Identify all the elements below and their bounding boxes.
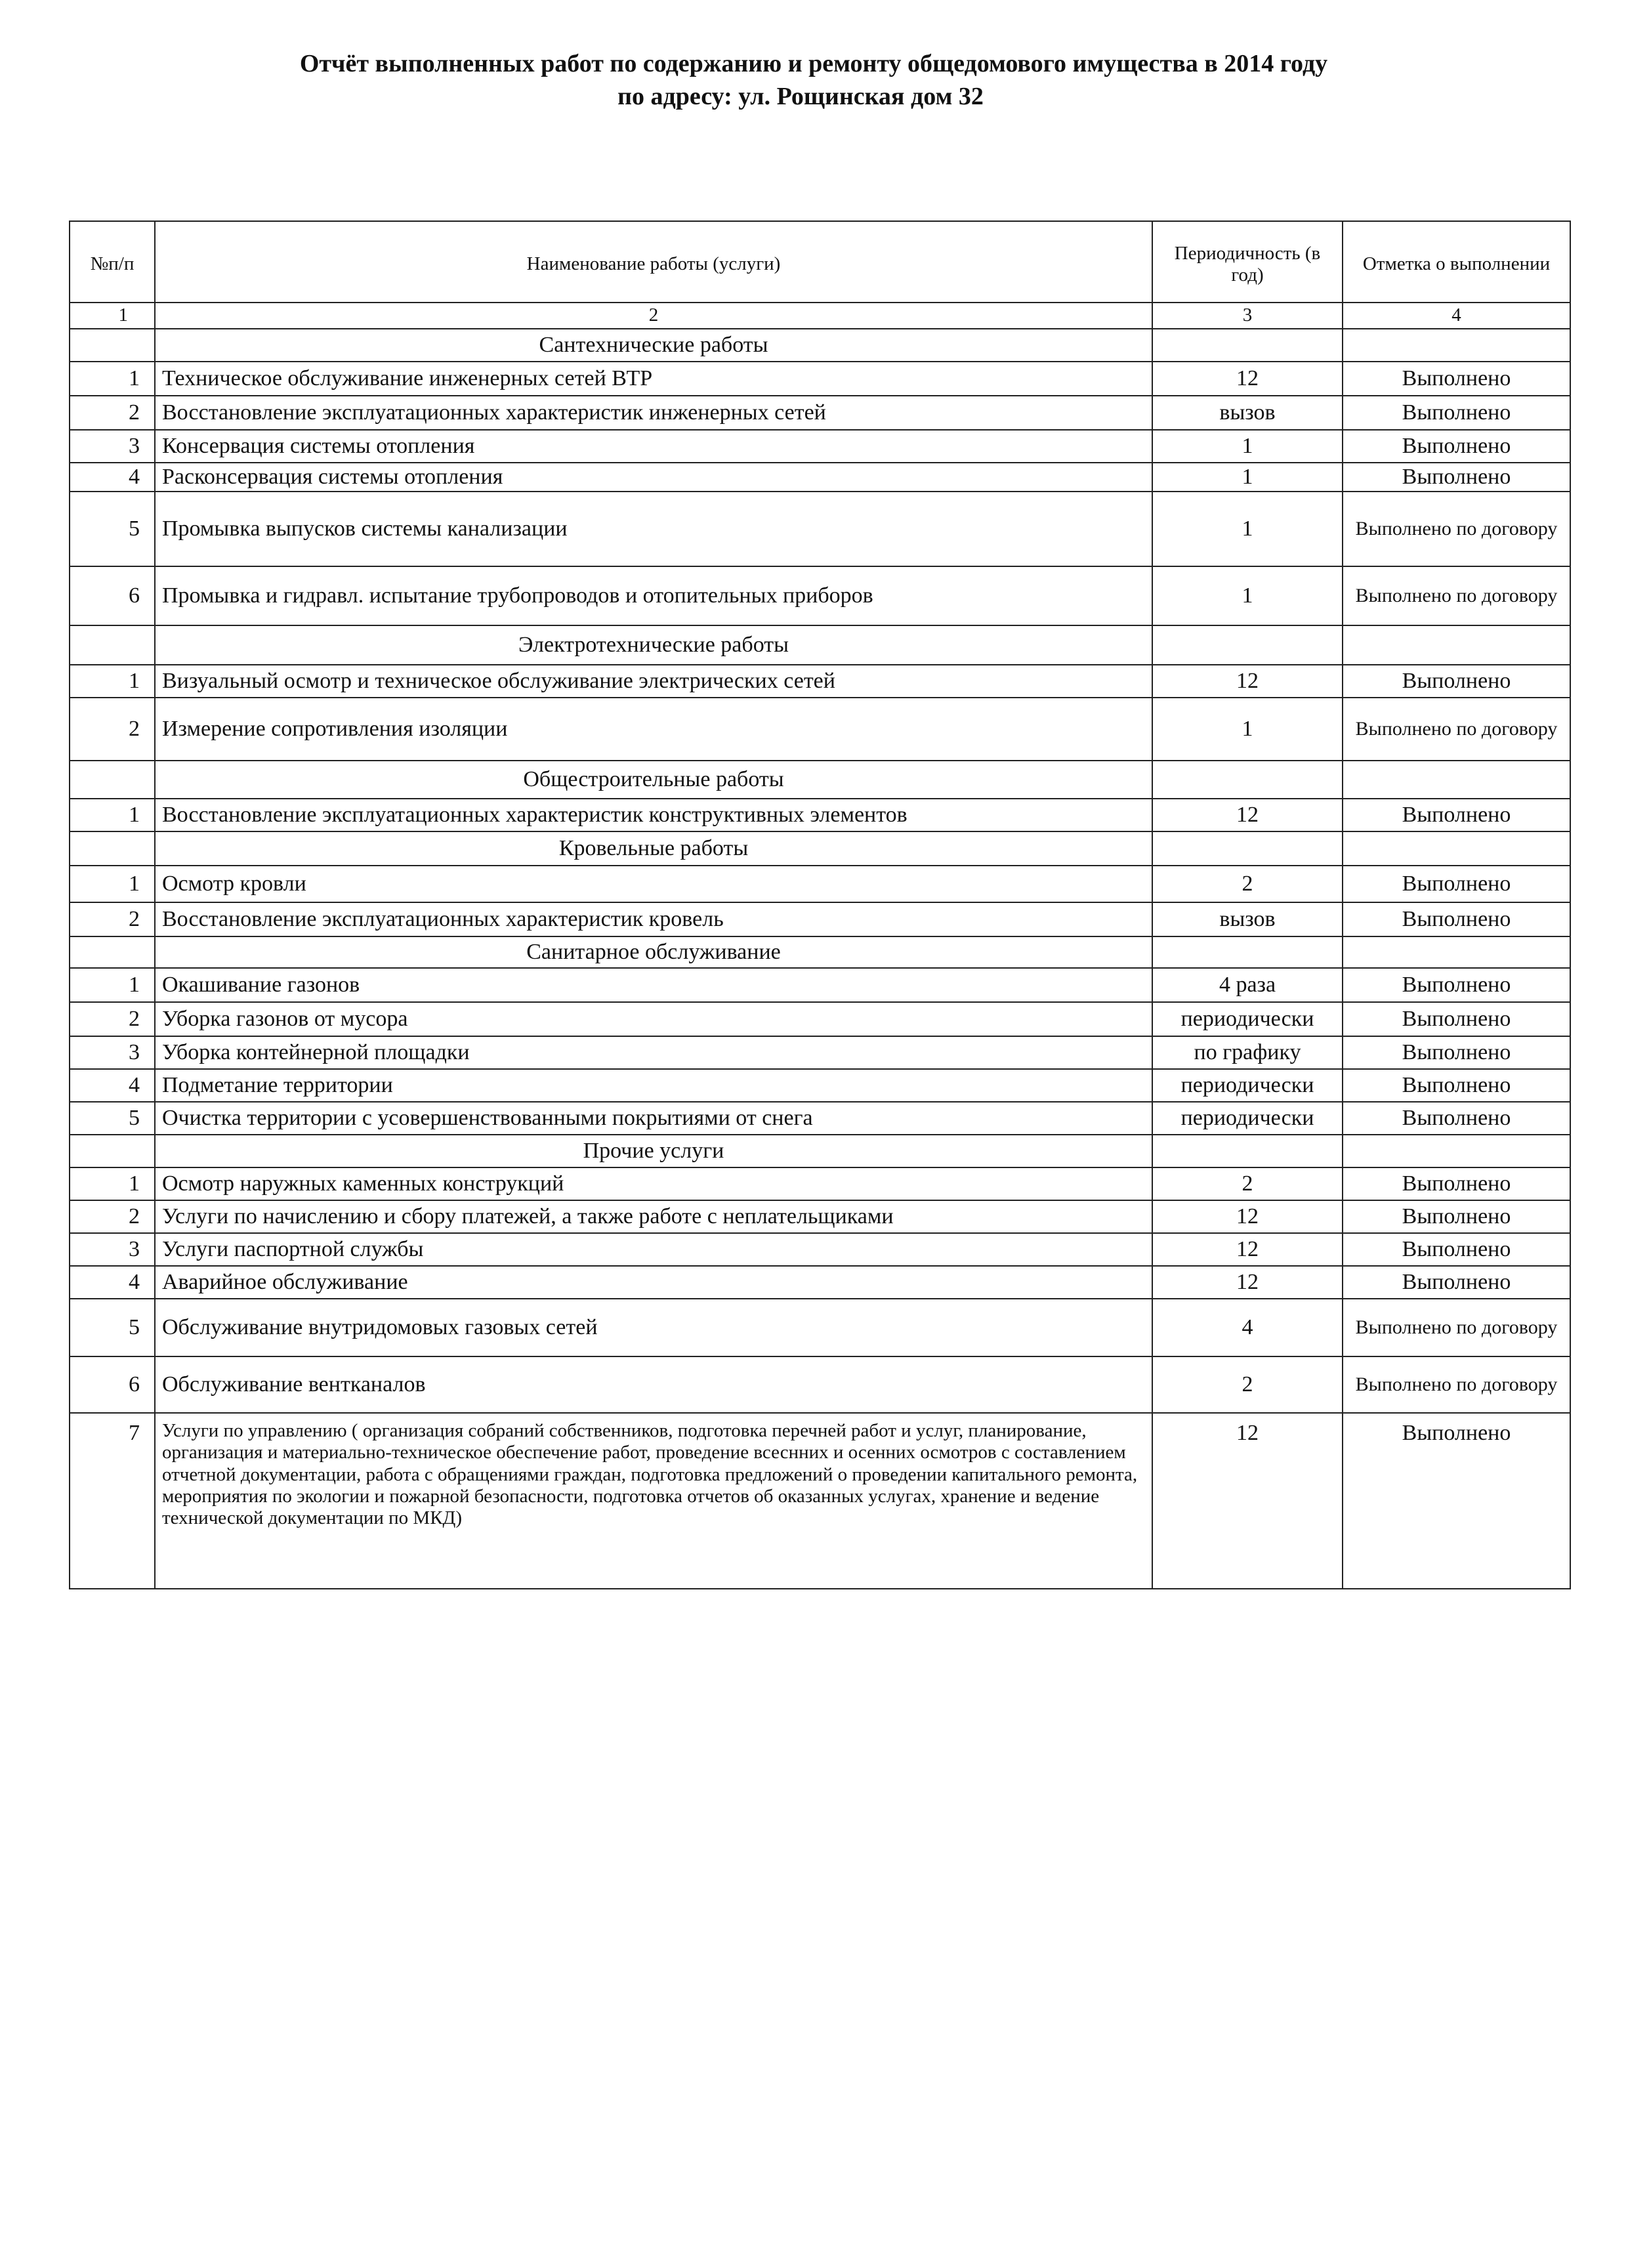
- row-name: Промывка и гидравл. испытание трубопроводов и отопительных приборов: [155, 566, 1152, 625]
- row-name: Осмотр наружных каменных конструкций: [155, 1167, 1152, 1200]
- section-title: Электротехнические работы: [155, 625, 1152, 665]
- table-row: [70, 1356, 1570, 1413]
- row-periodicity: периодически: [1152, 1002, 1343, 1036]
- row-mark: Выполнено: [1343, 1413, 1570, 1589]
- row-num: 6: [70, 1356, 155, 1413]
- row-periodicity: 2: [1152, 1167, 1343, 1200]
- row-num: 5: [70, 1102, 155, 1135]
- row-periodicity: 12: [1152, 362, 1343, 396]
- table-row: [70, 1266, 1570, 1299]
- row-periodicity: 1: [1152, 430, 1343, 463]
- row-mark: Выполнено по договору: [1343, 1299, 1570, 1356]
- row-name: Визуальный осмотр и техническое обслуживание электрических сетей: [155, 665, 1152, 698]
- row-num: 2: [70, 1002, 155, 1036]
- row-num: 4: [70, 1069, 155, 1102]
- section-row: [70, 936, 1570, 968]
- row-name: Услуги по начислению и сбору платежей, а также работе с неплательщиками: [155, 1200, 1152, 1233]
- row-name: Очистка территории с усовершенствованными покрытиями от снега: [155, 1102, 1152, 1135]
- row-mark: Выполнено: [1343, 1102, 1570, 1135]
- report-title-line-2: по адресу: ул. Рощинская дом 32: [617, 83, 984, 110]
- row-name: Услуги по управлению ( организация собраний собственников, подготовка перечней работ и услуг, планирование, организация и материально-техническое обеспечение работ, проведение всеснних и осенних осмотров с составлением отчетной документации, работа с обращениями граждан, подготовка предложений о проведении капитального ремонта, мероприятия по экологии и пожарной безопасности, подготовка отчетов об оказанных услугах, хранение и ведение технической документации по МКД): [155, 1413, 1152, 1589]
- row-num: 5: [70, 492, 155, 566]
- row-name: Обслуживание вентканалов: [155, 1356, 1152, 1413]
- row-periodicity: по графику: [1152, 1036, 1343, 1069]
- row-num: 2: [70, 698, 155, 761]
- row-num: 1: [70, 362, 155, 396]
- table-row: [70, 968, 1570, 1002]
- row-num: 4: [70, 463, 155, 492]
- section-row: [70, 1135, 1570, 1167]
- section-row: [70, 761, 1570, 799]
- row-name: Измерение сопротивления изоляции: [155, 698, 1152, 761]
- row-mark: Выполнено: [1343, 396, 1570, 430]
- section-title: Прочие услуги: [155, 1135, 1152, 1167]
- row-num: 3: [70, 1233, 155, 1266]
- row-num: 7: [70, 1413, 155, 1589]
- table-row: [70, 463, 1570, 492]
- row-mark: Выполнено: [1343, 362, 1570, 396]
- row-periodicity: 1: [1152, 566, 1343, 625]
- row-periodicity: 4: [1152, 1299, 1343, 1356]
- row-periodicity: 1: [1152, 698, 1343, 761]
- row-periodicity: 12: [1152, 1200, 1343, 1233]
- row-num: 2: [70, 1200, 155, 1233]
- row-name: Уборка газонов от мусора: [155, 1002, 1152, 1036]
- row-num: 1: [70, 866, 155, 902]
- section-title: Кровельные работы: [155, 831, 1152, 866]
- row-num: 3: [70, 1036, 155, 1069]
- row-mark: Выполнено по договору: [1343, 1356, 1570, 1413]
- table-row: [70, 362, 1570, 396]
- row-periodicity: вызов: [1152, 396, 1343, 430]
- section-title: Санитарное обслуживание: [155, 936, 1152, 968]
- row-periodicity: 12: [1152, 1413, 1343, 1589]
- row-mark: Выполнено: [1343, 968, 1570, 1002]
- header-name: Наименование работы (услуги): [155, 221, 1152, 303]
- row-mark: Выполнено: [1343, 799, 1570, 831]
- table-row: [70, 1002, 1570, 1036]
- row-mark: Выполнено: [1343, 1266, 1570, 1299]
- header-mark: Отметка о выполнении: [1343, 221, 1570, 303]
- table-row: [70, 566, 1570, 625]
- column-number: 1: [70, 303, 155, 329]
- column-number: 3: [1152, 303, 1343, 329]
- row-mark: Выполнено: [1343, 1069, 1570, 1102]
- table-header-row: [70, 221, 1570, 303]
- row-periodicity: 1: [1152, 463, 1343, 492]
- row-name: Подметание территории: [155, 1069, 1152, 1102]
- row-num: 5: [70, 1299, 155, 1356]
- row-periodicity: 4 раза: [1152, 968, 1343, 1002]
- row-periodicity: вызов: [1152, 902, 1343, 936]
- row-periodicity: 12: [1152, 799, 1343, 831]
- table-row: [70, 1036, 1570, 1069]
- row-periodicity: 1: [1152, 492, 1343, 566]
- row-name: Уборка контейнерной площадки: [155, 1036, 1152, 1069]
- row-num: 1: [70, 665, 155, 698]
- table-row: [70, 799, 1570, 831]
- row-num: 4: [70, 1266, 155, 1299]
- section-title: Общестроительные работы: [155, 761, 1152, 799]
- row-name: Техническое обслуживание инженерных сетей ВТР: [155, 362, 1152, 396]
- row-mark: Выполнено: [1343, 1200, 1570, 1233]
- report-title-line-1: Отчёт выполненных работ по содержанию и ремонту общедомового имущества в 2014 году: [299, 50, 1328, 77]
- table-row: [70, 1233, 1570, 1266]
- row-name: Аварийное обслуживание: [155, 1266, 1152, 1299]
- header-num: №п/п: [70, 221, 155, 303]
- table-row: [70, 902, 1570, 936]
- row-periodicity: 2: [1152, 1356, 1343, 1413]
- row-name: Консервация системы отопления: [155, 430, 1152, 463]
- row-mark: Выполнено: [1343, 430, 1570, 463]
- table-row: [70, 1413, 1570, 1589]
- row-periodicity: периодически: [1152, 1102, 1343, 1135]
- row-mark: Выполнено по договору: [1343, 566, 1570, 625]
- row-num: 1: [70, 968, 155, 1002]
- table-row: [70, 1167, 1570, 1200]
- column-numbers-row: [70, 303, 1570, 329]
- table-row: [70, 698, 1570, 761]
- table-row: [70, 1069, 1570, 1102]
- row-periodicity: 12: [1152, 1266, 1343, 1299]
- row-mark: Выполнено: [1343, 1036, 1570, 1069]
- section-title: Сантехнические работы: [155, 329, 1152, 362]
- row-num: 1: [70, 1167, 155, 1200]
- row-name: Восстановление эксплуатационных характеристик конструктивных элементов: [155, 799, 1152, 831]
- row-mark: Выполнено: [1343, 463, 1570, 492]
- row-num: 2: [70, 396, 155, 430]
- table-row: [70, 430, 1570, 463]
- row-name: Восстановление эксплуатационных характеристик кровель: [155, 902, 1152, 936]
- row-num: 2: [70, 902, 155, 936]
- row-name: Восстановление эксплуатационных характеристик инженерных сетей: [155, 396, 1152, 430]
- header-periodicity: Периодичность (в год): [1152, 221, 1343, 303]
- row-periodicity: 12: [1152, 665, 1343, 698]
- row-mark: Выполнено: [1343, 902, 1570, 936]
- row-mark: Выполнено: [1343, 665, 1570, 698]
- row-mark: Выполнено: [1343, 866, 1570, 902]
- table-row: [70, 665, 1570, 698]
- row-periodicity: 2: [1152, 866, 1343, 902]
- row-mark: Выполнено: [1343, 1233, 1570, 1266]
- row-mark: Выполнено по договору: [1343, 492, 1570, 566]
- works-table: [69, 220, 1571, 1589]
- section-row: [70, 831, 1570, 866]
- row-num: 1: [70, 799, 155, 831]
- table-row: [70, 1200, 1570, 1233]
- row-name: Окашивание газонов: [155, 968, 1152, 1002]
- section-row: [70, 329, 1570, 362]
- table-row: [70, 396, 1570, 430]
- row-num: 6: [70, 566, 155, 625]
- row-name: Расконсервация системы отопления: [155, 463, 1152, 492]
- row-num: 3: [70, 430, 155, 463]
- table-row: [70, 866, 1570, 902]
- row-mark: Выполнено: [1343, 1002, 1570, 1036]
- row-periodicity: 12: [1152, 1233, 1343, 1266]
- section-row: [70, 625, 1570, 665]
- table-row: [70, 1299, 1570, 1356]
- row-name: Обслуживание внутридомовых газовых сетей: [155, 1299, 1152, 1356]
- row-name: Услуги паспортной службы: [155, 1233, 1152, 1266]
- table-row: [70, 1102, 1570, 1135]
- column-number: 4: [1343, 303, 1570, 329]
- row-periodicity: периодически: [1152, 1069, 1343, 1102]
- row-name: Осмотр кровли: [155, 866, 1152, 902]
- row-name: Промывка выпусков системы канализации: [155, 492, 1152, 566]
- row-mark: Выполнено: [1343, 1167, 1570, 1200]
- row-mark: Выполнено по договору: [1343, 698, 1570, 761]
- table-row: [70, 492, 1570, 566]
- column-number: 2: [155, 303, 1152, 329]
